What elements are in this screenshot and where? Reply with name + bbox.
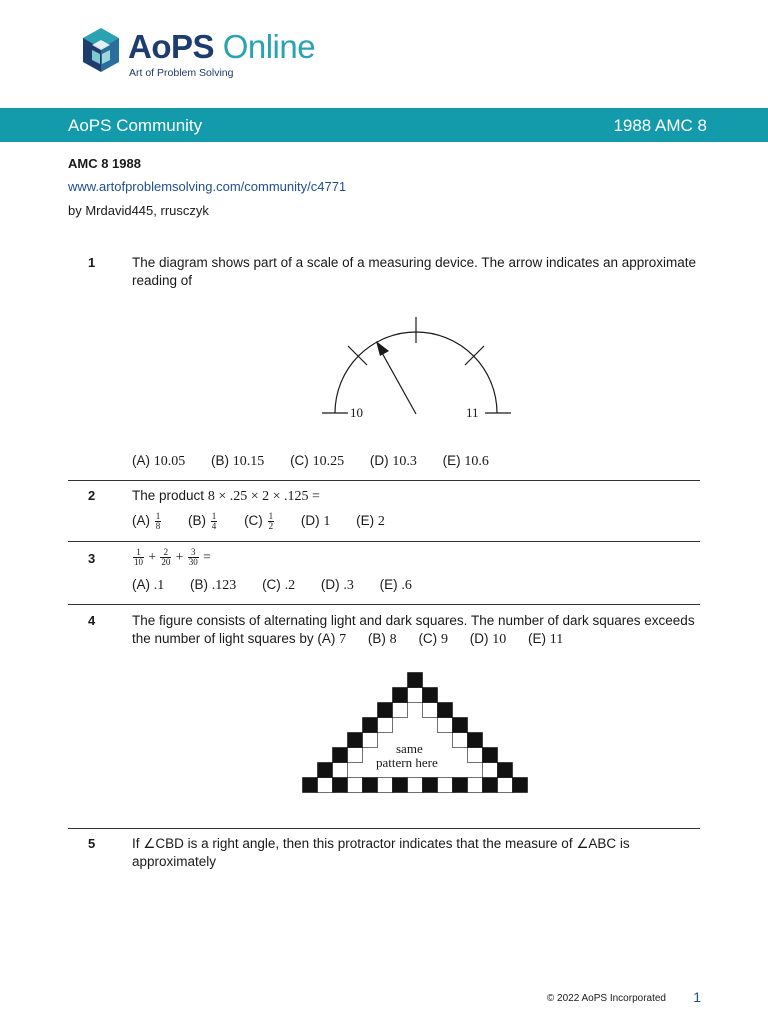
problem-3-number: 3 xyxy=(88,551,96,566)
choice-c: (C) 9 xyxy=(418,631,448,647)
problem-5-number: 5 xyxy=(88,836,96,851)
checker-square xyxy=(303,778,318,793)
divider xyxy=(68,828,700,829)
logo-cube-icon xyxy=(80,26,122,76)
choice-d: (D) 10 xyxy=(469,631,507,647)
aops-online-logo xyxy=(80,26,330,82)
problem-4-number: 4 xyxy=(88,613,96,628)
logo-product: Online xyxy=(222,28,316,65)
divider xyxy=(68,480,700,481)
checker-square xyxy=(468,733,483,748)
choice-c: (C) 10.25 xyxy=(290,453,345,469)
checker-square xyxy=(348,733,363,748)
choice-b: (B) $\frac{1}{4}$ xyxy=(188,511,217,531)
problem-5-text: If ∠CBD is a right angle, then this protractor indicates that the measure of ∠ABC is approximately xyxy=(132,836,630,869)
logo-tagline: Art of Problem Solving xyxy=(129,67,234,79)
divider xyxy=(68,541,700,542)
problem-2-number: 2 xyxy=(88,488,96,503)
choice-d: (D) 1 xyxy=(300,513,331,530)
choice-c: (C) $\frac{1}{2}$ xyxy=(244,511,274,531)
contest-title: AMC 8 1988 xyxy=(68,156,141,171)
measuring-scale-diagram xyxy=(315,313,535,423)
checker-square xyxy=(318,778,333,793)
checker-square xyxy=(348,748,363,763)
problem-1-number: 1 xyxy=(88,255,96,270)
checker-square xyxy=(498,778,513,793)
choice-b: (B) 10.15 xyxy=(211,453,265,469)
scale-tick-right xyxy=(465,346,484,365)
problem-2-text: The product 8 × .25 × 2 × .125 = xyxy=(132,488,320,504)
checker-square xyxy=(513,778,528,793)
checker-square xyxy=(453,733,468,748)
checker-square xyxy=(378,778,393,793)
page-number: 1 xyxy=(693,989,701,1005)
checker-square xyxy=(333,748,348,763)
choice-b: (B) .123 xyxy=(190,577,237,593)
problem-1-choices xyxy=(132,453,511,470)
header-banner xyxy=(0,108,768,142)
checker-square xyxy=(423,688,438,703)
logo-wordmark xyxy=(128,28,315,66)
problem-2-choices xyxy=(132,512,407,531)
checker-square xyxy=(348,778,363,793)
checker-square xyxy=(498,763,513,778)
divider xyxy=(68,604,700,605)
checker-square xyxy=(468,748,483,763)
choice-e: (E) 10.6 xyxy=(442,453,489,469)
checker-square xyxy=(453,778,468,793)
figure-label-pattern: pattern here xyxy=(376,755,438,770)
checker-square xyxy=(378,718,393,733)
logo-brand: AoPS xyxy=(128,28,215,65)
scale-arrow-shaft xyxy=(381,351,416,414)
scale-arrow-head xyxy=(376,341,389,356)
checker-square xyxy=(408,673,423,688)
checker-square xyxy=(363,718,378,733)
scale-tick-left xyxy=(348,346,367,365)
checker-square xyxy=(408,688,423,703)
checker-square xyxy=(393,778,408,793)
problem-3-expression: $\frac{1}{10}$ + $\frac{2}{20}$ + $\frac{3}{30}$ = xyxy=(134,547,211,568)
choice-a: (A) .1 xyxy=(132,577,165,593)
community-link[interactable]: www.artofproblemsolving.com/community/c4771 xyxy=(68,179,347,194)
checker-square xyxy=(333,778,348,793)
footer-copyright: © 2022 AoPS Incorporated xyxy=(546,993,666,1004)
checker-square xyxy=(363,733,378,748)
checker-square xyxy=(483,763,498,778)
choice-e: (E) .6 xyxy=(379,577,412,593)
checker-square xyxy=(423,703,438,718)
checker-square xyxy=(378,703,393,718)
choice-c: (C) .2 xyxy=(262,577,296,593)
scale-label-left: 10 xyxy=(350,405,363,420)
choice-d: (D) 10.3 xyxy=(369,453,417,469)
problem-1-text: The diagram shows part of a scale of a measuring device. The arrow indicates an approximate reading of xyxy=(132,255,697,288)
authors-line: by Mrdavid445, rrusczyk xyxy=(68,203,209,218)
choice-a: (A) 10.05 xyxy=(132,453,186,469)
checker-square xyxy=(453,718,468,733)
scale-label-right: 11 xyxy=(466,405,479,420)
choice-a: (A) 7 xyxy=(317,631,347,647)
checker-square xyxy=(468,778,483,793)
contest-label: 1988 AMC 8 xyxy=(613,116,707,135)
checker-square xyxy=(333,763,348,778)
checker-square xyxy=(423,778,438,793)
checker-square xyxy=(483,748,498,763)
choice-e: (E) 11 xyxy=(528,631,564,647)
choice-b: (B) 8 xyxy=(367,631,397,647)
checkered-triangle-figure xyxy=(302,672,530,802)
checker-square xyxy=(363,778,378,793)
checker-square xyxy=(393,688,408,703)
choice-d: (D) .3 xyxy=(320,577,354,593)
checker-square xyxy=(438,778,453,793)
checker-square xyxy=(318,763,333,778)
figure-label-same: same xyxy=(396,741,423,756)
community-label: AoPS Community xyxy=(68,116,203,135)
checker-square xyxy=(438,703,453,718)
checker-square xyxy=(393,703,408,718)
choice-a: (A) $\frac{1}{8}$ xyxy=(132,511,161,531)
checker-square xyxy=(438,718,453,733)
choice-e: (E) 2 xyxy=(356,513,385,530)
problem-4-text: The figure consists of alternating light and dark squares. The number of dark squares exceeds the number of light squares by (A) 7 (B) 8 (C) 9 (D) 10 (E) 11 xyxy=(132,613,695,647)
scale-arc xyxy=(335,332,497,413)
checker-square xyxy=(408,778,423,793)
problem-3-choices xyxy=(132,577,434,594)
checker-square xyxy=(483,778,498,793)
